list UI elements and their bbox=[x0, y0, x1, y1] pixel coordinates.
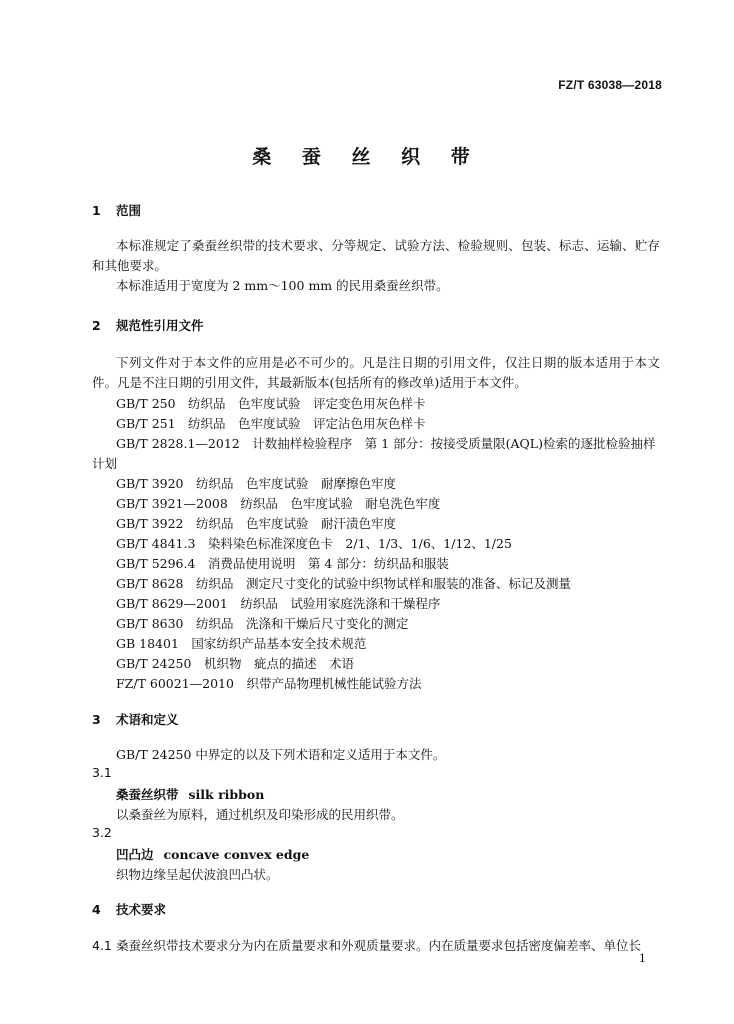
section-title: 范围 bbox=[116, 203, 142, 218]
reference-item-continuation: 计划 bbox=[92, 456, 118, 471]
clause-number: 4.1 bbox=[92, 938, 112, 953]
section-2-heading bbox=[92, 316, 204, 334]
scope-paragraph-2: 本标准适用于宽度为 2 mm～100 mm 的民用桑蚕丝织带。 bbox=[116, 278, 449, 293]
reference-item: GB/T 2828.1—2012 计数抽样检验程序 第 1 部分：按接受质量限(AQL)检索的逐批检验抽样 bbox=[116, 436, 656, 451]
section-4-heading bbox=[92, 900, 166, 918]
section-title: 规范性引用文件 bbox=[116, 318, 204, 333]
term-number: 3.1 bbox=[92, 765, 112, 780]
clause-4-1 bbox=[92, 936, 641, 954]
term-english: concave convex edge bbox=[163, 847, 310, 862]
section-number: 2 bbox=[92, 318, 101, 333]
reference-item: FZ/T 60021—2010 织带产品物理机械性能试验方法 bbox=[116, 676, 422, 691]
document-title: 桑 蚕 丝 织 带 bbox=[252, 146, 482, 168]
reference-item: GB/T 8629—2001 纺织品 试验用家庭洗涤和干燥程序 bbox=[116, 596, 441, 611]
reference-item: GB/T 8628 纺织品 测定尺寸变化的试验中织物试样和服装的准备、标记及测量 bbox=[116, 576, 572, 591]
references-intro: 下列文件对于本文件的应用是必不可少的。凡是注日期的引用文件，仅注日期的版本适用于本文件。凡是不注日期的引用文件，其最新版本(包括所有的修改单)适用于本文件。 bbox=[92, 355, 660, 390]
section-title: 技术要求 bbox=[116, 902, 167, 917]
term-chinese: 桑蚕丝织带 bbox=[116, 787, 179, 802]
reference-item: GB/T 3921—2008 纺织品 色牢度试验 耐皂洗色牢度 bbox=[116, 496, 441, 511]
reference-item: GB/T 8630 纺织品 洗涤和干燥后尺寸变化的测定 bbox=[116, 616, 409, 631]
document-code: FZ/T 63038—2018 bbox=[558, 78, 662, 92]
reference-item: GB/T 251 纺织品 色牢度试验 评定沾色用灰色样卡 bbox=[116, 416, 426, 431]
term-definition: 以桑蚕丝为原料，通过机织及印染形成的民用织带。 bbox=[116, 807, 404, 822]
reference-item: GB 18401 国家纺织产品基本安全技术规范 bbox=[116, 636, 367, 651]
terms-intro: GB/T 24250 中界定的以及下列术语和定义适用于本文件。 bbox=[116, 747, 446, 762]
section-number: 1 bbox=[92, 203, 101, 218]
page-number: 1 bbox=[639, 952, 646, 965]
term-number: 3.2 bbox=[92, 825, 112, 840]
scope-paragraph-1: 本标准规定了桑蚕丝织带的技术要求、分等规定、试验方法、检验规则、包装、标志、运输、贮存和其他要求。 bbox=[92, 238, 660, 273]
reference-item: GB/T 250 纺织品 色牢度试验 评定变色用灰色样卡 bbox=[116, 396, 426, 411]
term-chinese: 凹凸边 bbox=[116, 847, 154, 862]
reference-item: GB/T 3922 纺织品 色牢度试验 耐汗渍色牢度 bbox=[116, 516, 397, 531]
term-definition: 织物边缘呈起伏波浪凹凸状。 bbox=[116, 867, 279, 882]
section-number: 4 bbox=[92, 902, 101, 917]
section-number: 3 bbox=[92, 712, 101, 727]
reference-item: GB/T 4841.3 染料染色标准深度色卡 2/1、1/3、1/6、1/12、1/25 bbox=[116, 536, 512, 551]
reference-item: GB/T 24250 机织物 疵点的描述 术语 bbox=[116, 656, 354, 671]
section-title: 术语和定义 bbox=[116, 712, 179, 727]
section-1-heading bbox=[92, 201, 141, 219]
term-entry bbox=[116, 785, 264, 803]
term-entry bbox=[116, 845, 309, 863]
term-english: silk ribbon bbox=[188, 787, 265, 802]
section-3-heading bbox=[92, 710, 179, 728]
reference-item: GB/T 3920 纺织品 色牢度试验 耐摩擦色牢度 bbox=[116, 476, 397, 491]
reference-item: GB/T 5296.4 消费品使用说明 第 4 部分：纺织品和服装 bbox=[116, 556, 449, 571]
clause-text: 桑蚕丝织带技术要求分为内在质量要求和外观质量要求。内在质量要求包括密度偏差率、单位长 bbox=[116, 938, 642, 953]
